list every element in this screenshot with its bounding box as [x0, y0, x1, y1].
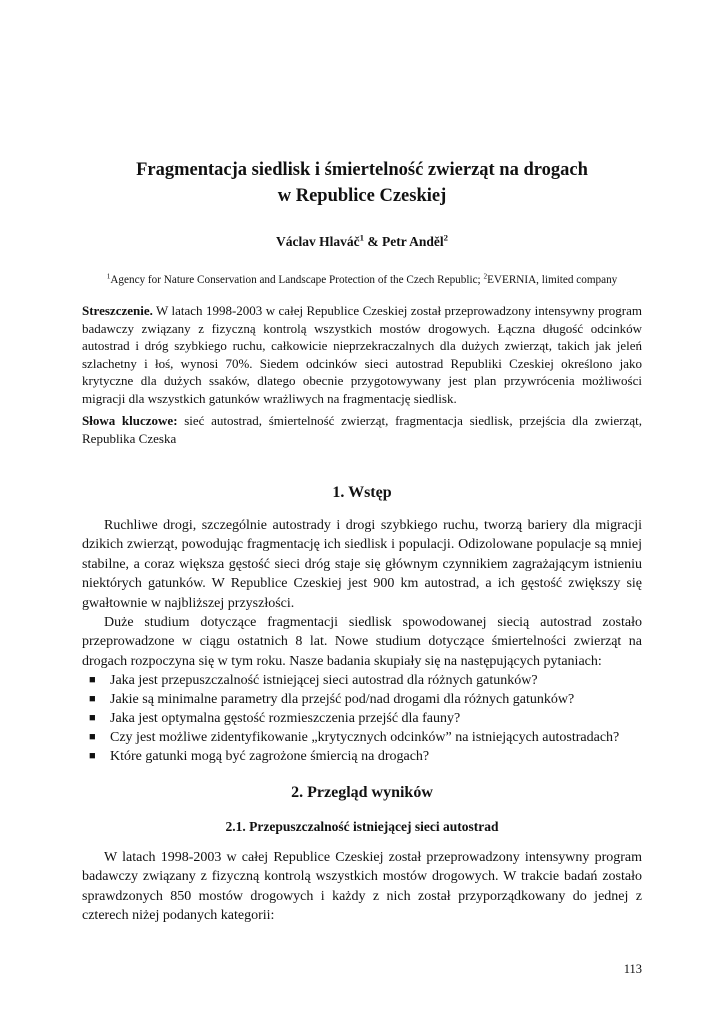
bullet-icon: ■ — [89, 674, 96, 687]
bullet-icon: ■ — [89, 750, 96, 763]
abstract-text: W latach 1998-2003 w całej Republice Czeskiej został przeprowadzony intensywny program badawczy związany z fizyczną kontrolą wszystkich mostów drogowych. Łączna długość odcinków autostrad i dróg szybkiego ruchu, całkowicie nieprzekraczalnych dla dużych zwierząt, takich jak jeleń szlachetny i łoś, wynosi 70%. Siedem odcinków sieci autostrad Republiki Czeskiej określono jako krytyczne dla dużych ssaków, dlatego obecnie przygotowywany jest plan przywrócenia możliwości migracji dla wszystkich gatunków wrażliwych na fragmentację siedlisk. — [82, 303, 642, 406]
affiliation-2: EVERNIA, limited company — [487, 274, 618, 286]
section-1-paragraph-2: Duże studium dotyczące fragmentacji siedlisk spowodowanej siecią autostrad zostało przeprowadzone w ciągu ostatnich 8 lat. Nowe studium dotyczące śmiertelności zwierząt na drogach rozpoczyna się w tym roku. Nasze badania skupiały się na następujących pytaniach: — [82, 615, 642, 669]
list-item — [82, 709, 642, 728]
affiliations — [60, 274, 664, 286]
author-1-sup: 1 — [359, 232, 364, 243]
list-item — [82, 728, 642, 747]
affiliation-2-sup: 2 — [483, 272, 488, 281]
section-1-body — [82, 516, 642, 766]
authors — [80, 234, 644, 250]
section-2-body — [82, 848, 642, 926]
abstract — [82, 302, 642, 408]
paper-title — [80, 157, 644, 209]
affiliation-1-sup: 1 — [106, 272, 111, 281]
list-item — [82, 747, 642, 766]
title-line-2: w Republice Czeskiej — [277, 186, 447, 206]
section-2-paragraph-1: W latach 1998-2003 w całej Republice Czeskiej został przeprowadzony intensywny program badawczy związany z fizyczną kontrolą wszystkich mostów drogowych. W trakcie badań zostało sprawdzonych 850 mostów drogowych i każdy z nich został przyporządkowany do jednej z czterech niżej podanych kategorii: — [82, 850, 642, 924]
question-text: Jakie są minimalne parametry dla przejść pod/nad drogami dla różnych gatunków? — [110, 692, 575, 708]
research-questions-list — [82, 671, 642, 766]
keywords-text: sieć autostrad, śmiertelność zwierząt, fragmentacja siedlisk, przejścia dla zwierząt, Republika Czeska — [82, 413, 642, 446]
keywords-label: Słowa kluczowe: — [82, 413, 178, 428]
subsection-2-1-heading: 2.1. Przepuszczalność istniejącej sieci autostrad — [225, 819, 499, 834]
author-2-sup: 2 — [443, 232, 449, 243]
section-1-heading: 1. Wstęp — [332, 484, 392, 501]
bullet-icon: ■ — [89, 712, 96, 725]
question-text: Jaka jest optymalna gęstość rozmieszczenia przejść dla fauny? — [110, 711, 461, 727]
bullet-icon: ■ — [89, 693, 96, 706]
abstract-label: Streszczenie. — [82, 303, 153, 318]
list-item — [82, 671, 642, 690]
question-text: Czy jest możliwe zidentyfikowanie „krytycznych odcinków” na istniejących autostradach? — [110, 730, 620, 746]
keywords — [82, 412, 642, 448]
bullet-icon: ■ — [89, 731, 96, 744]
section-1-paragraph-1: Ruchliwe drogi, szczególnie autostrady i drogi szybkiego ruchu, tworzą bariery dla migracji dzikich zwierząt, powodując fragmentację ich siedlisk i populacji. Odizolowane populacje są mniej stabilne, a coraz większa gęstość sieci dróg staje się głównym czynnikiem zagrażającym istnieniu niektórych gatunków. W Republice Czeskiej jest 900 km autostrad, a ich gęstość zwiększy się gwałtownie w najbliższej przyszłości. — [82, 518, 642, 611]
affiliation-1: Agency for Nature Conservation and Landscape Protection of the Czech Republic; — [110, 274, 484, 286]
list-item — [82, 690, 642, 709]
author-1: Václav Hlaváč — [275, 234, 360, 249]
page-number: 113 — [623, 962, 642, 976]
author-separator: & — [364, 234, 382, 249]
question-text: Jaka jest przepuszczalność istniejącej sieci autostrad dla różnych gatunków? — [110, 673, 538, 689]
question-text: Które gatunki mogą być zagrożone śmiercią na drogach? — [110, 749, 430, 765]
section-2-heading: 2. Przegląd wyników — [291, 784, 433, 801]
author-2: Petr Anděl — [382, 234, 444, 249]
title-line-1: Fragmentacja siedlisk i śmiertelność zwierząt na drogach — [136, 160, 588, 180]
